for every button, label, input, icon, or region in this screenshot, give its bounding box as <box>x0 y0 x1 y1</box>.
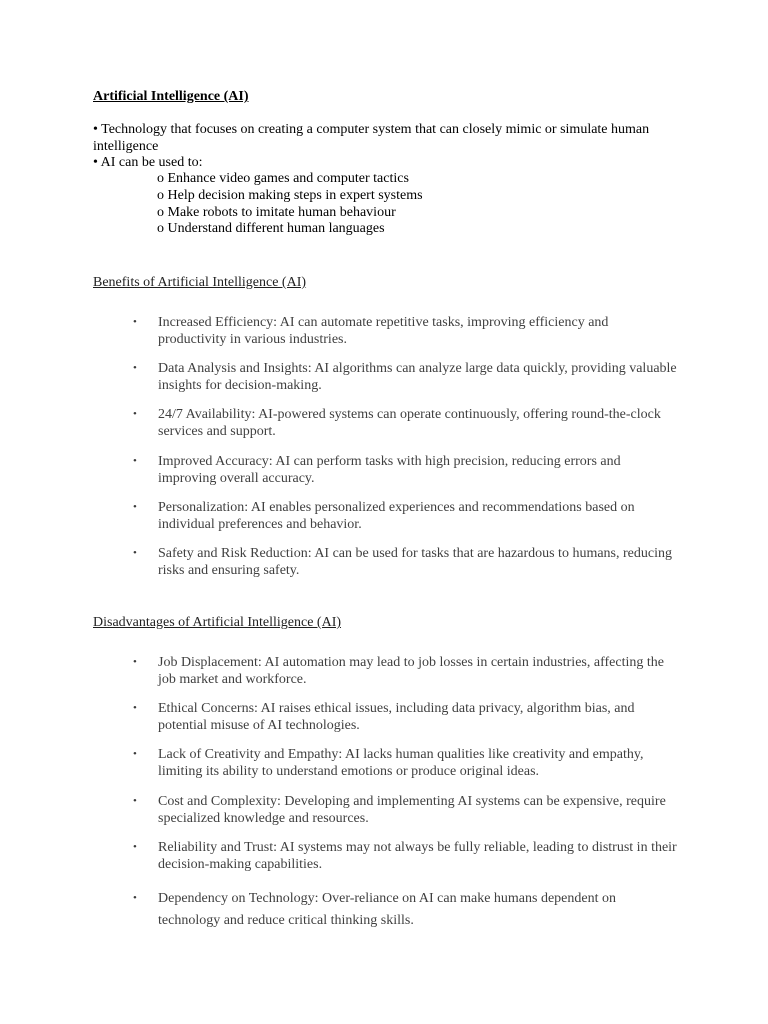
bullet-icon: • <box>133 656 137 668</box>
list-item: o Help decision making steps in expert systems <box>157 187 423 203</box>
intro-definition: • Technology that focuses on creating a computer system that can closely mimic or simulate human intelligence <box>93 122 650 154</box>
list-item-text: Personalization: AI enables personalized experiences and recommendations based on individual preferences and behavior. <box>158 500 635 532</box>
bullet-icon: • <box>133 748 137 760</box>
list-item: o Understand different human languages <box>157 221 385 237</box>
bullet-icon: • <box>133 702 137 714</box>
list-item-text: Lack of Creativity and Empathy: AI lacks human qualities like creativity and empathy, limiting its ability to understand emotions or produce original ideas. <box>158 747 644 779</box>
bullet-icon: • <box>133 455 137 467</box>
bullet-icon: • <box>133 841 137 853</box>
list-item: o Enhance video games and computer tactics <box>157 171 409 186</box>
uses-list <box>157 171 423 238</box>
bullet-icon: • <box>133 316 137 328</box>
bullet-icon: • <box>133 362 137 374</box>
list-item-text: Increased Efficiency: AI can automate repetitive tasks, improving efficiency and productivity in various industries. <box>158 315 609 347</box>
page-title: Artificial Intelligence (AI) <box>93 89 249 104</box>
bullet-icon: • <box>133 547 137 559</box>
list-item-text: Improved Accuracy: AI can perform tasks with high precision, reducing errors and improving overall accuracy. <box>158 454 621 486</box>
bullet-icon: • <box>133 795 137 807</box>
bullet-icon: • <box>133 892 137 904</box>
intro-uses-lead: • AI can be used to: <box>93 155 203 170</box>
list-item-text: Ethical Concerns: AI raises ethical issues, including data privacy, algorithm bias, and potential misuse of AI technologies. <box>158 701 635 733</box>
list-item-text: Cost and Complexity: Developing and implementing AI systems can be expensive, require specialized knowledge and resources. <box>158 794 666 826</box>
list-item-text: 24/7 Availability: AI-powered systems can operate continuously, offering round-the-clock services and support. <box>158 407 661 439</box>
disadvantages-heading: Disadvantages of Artificial Intelligence (AI) <box>93 615 342 630</box>
list-item-text: Dependency on Technology: Over-reliance on AI can make humans dependent on technology and reduce critical thinking skills. <box>158 891 616 928</box>
list-item-text: Job Displacement: AI automation may lead to job losses in certain industries, affecting the job market and workforce. <box>158 655 664 687</box>
bullet-icon: • <box>133 408 137 420</box>
list-item-text: Data Analysis and Insights: AI algorithms can analyze large data quickly, providing valuable insights for decision-making. <box>158 361 677 393</box>
list-item: o Make robots to imitate human behaviour <box>157 204 396 220</box>
benefits-heading: Benefits of Artificial Intelligence (AI) <box>93 275 307 290</box>
list-item-text: Reliability and Trust: AI systems may not always be fully reliable, leading to distrust in their decision-making capabilities. <box>158 840 677 872</box>
bullet-icon: • <box>133 501 137 513</box>
list-item-text: Safety and Risk Reduction: AI can be used for tasks that are hazardous to humans, reducing risks and ensuring safety. <box>158 546 672 578</box>
